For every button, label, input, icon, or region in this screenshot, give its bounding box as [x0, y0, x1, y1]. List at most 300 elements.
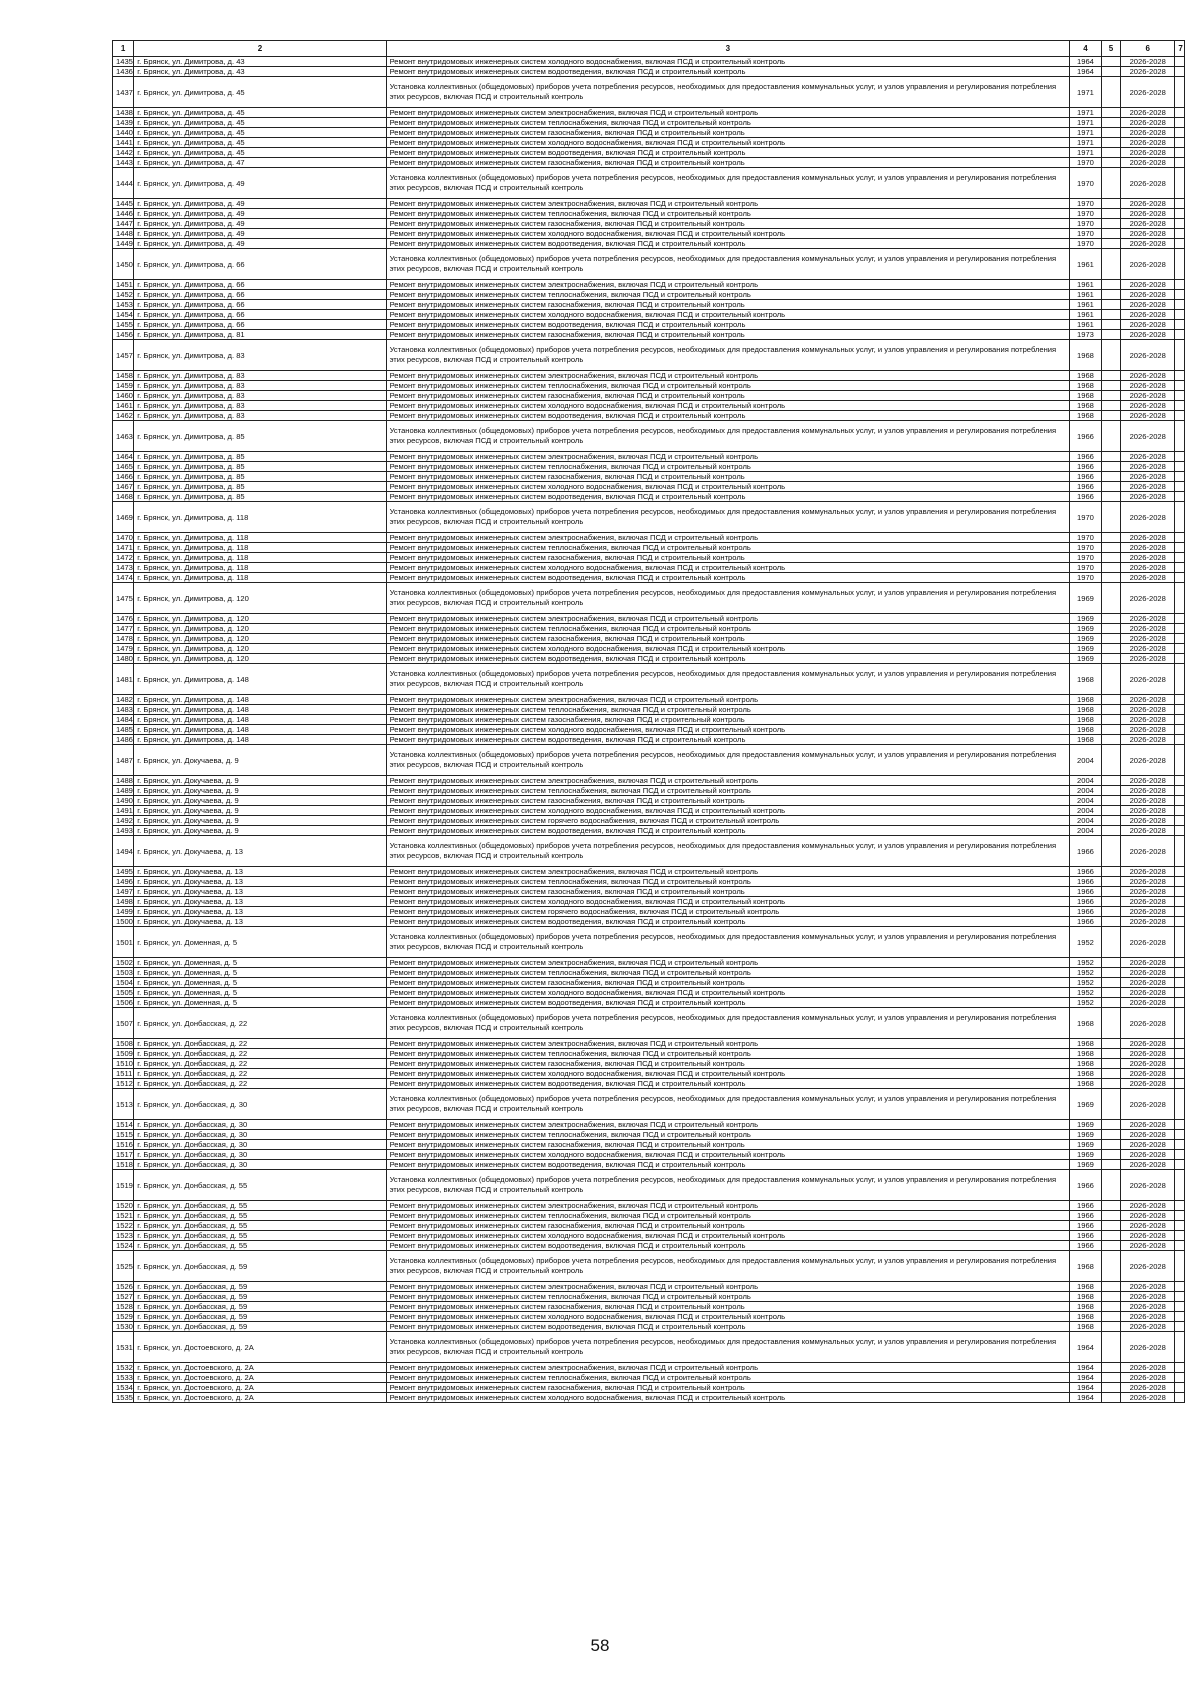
row-work: Ремонт внутридомовых инженерных систем холодного водоснабжения, включая ПСД и строительный контроль: [386, 563, 1069, 573]
row-col7: [1175, 199, 1185, 209]
row-work: Ремонт внутридомовых инженерных систем водоотведения, включая ПСД и строительный контроль: [386, 826, 1069, 836]
row-year: 1970: [1070, 533, 1102, 543]
row-work: Ремонт внутридомовых инженерных систем теплоснабжения, включая ПСД и строительный контроль: [386, 705, 1069, 715]
row-period: 2026-2028: [1121, 118, 1175, 128]
row-col5: [1101, 927, 1120, 958]
row-col7: [1175, 634, 1185, 644]
row-work: Ремонт внутридомовых инженерных систем водоотведения, включая ПСД и строительный контроль: [386, 917, 1069, 927]
row-col5: [1101, 1282, 1120, 1292]
row-address: г. Брянск, ул. Димитрова, д. 118: [134, 533, 386, 543]
row-col7: [1175, 1160, 1185, 1170]
row-number: 1486: [113, 735, 134, 745]
row-work: Ремонт внутридомовых инженерных систем теплоснабжения, включая ПСД и строительный контроль: [386, 1373, 1069, 1383]
row-year: 2004: [1070, 826, 1102, 836]
row-year: 1968: [1070, 1008, 1102, 1039]
row-col5: [1101, 776, 1120, 786]
table-row: [113, 1312, 1185, 1322]
row-number: 1446: [113, 209, 134, 219]
row-number: 1469: [113, 502, 134, 533]
row-work: Ремонт внутридомовых инженерных систем горячего водоснабжения, включая ПСД и строительный контроль: [386, 816, 1069, 826]
row-work: Ремонт внутридомовых инженерных систем теплоснабжения, включая ПСД и строительный контроль: [386, 624, 1069, 634]
row-col5: [1101, 877, 1120, 887]
row-col5: [1101, 533, 1120, 543]
row-year: 1966: [1070, 1231, 1102, 1241]
table-row: [113, 1049, 1185, 1059]
row-period: 2026-2028: [1121, 968, 1175, 978]
row-col7: [1175, 340, 1185, 371]
header-col-4: 4: [1070, 41, 1102, 57]
row-number: 1479: [113, 644, 134, 654]
row-period: 2026-2028: [1121, 199, 1175, 209]
row-period: 2026-2028: [1121, 452, 1175, 462]
row-period: 2026-2028: [1121, 796, 1175, 806]
row-work: Ремонт внутридомовых инженерных систем водоотведения, включая ПСД и строительный контроль: [386, 998, 1069, 1008]
table-row: [113, 786, 1185, 796]
row-number: 1533: [113, 1373, 134, 1383]
row-work: Ремонт внутридомовых инженерных систем электроснабжения, включая ПСД и строительный контроль: [386, 1282, 1069, 1292]
row-address: г. Брянск, ул. Донбасская, д. 55: [134, 1241, 386, 1251]
row-work: Ремонт внутридомовых инженерных систем водоотведения, включая ПСД и строительный контроль: [386, 492, 1069, 502]
row-address: г. Брянск, ул. Димитрова, д. 120: [134, 624, 386, 634]
row-col7: [1175, 573, 1185, 583]
row-col5: [1101, 502, 1120, 533]
row-col7: [1175, 1292, 1185, 1302]
row-col5: [1101, 816, 1120, 826]
row-year: 1968: [1070, 1312, 1102, 1322]
row-year: 1966: [1070, 897, 1102, 907]
row-address: г. Брянск, ул. Димитрова, д. 49: [134, 209, 386, 219]
row-number: 1515: [113, 1130, 134, 1140]
row-col5: [1101, 654, 1120, 664]
row-number: 1514: [113, 1120, 134, 1130]
row-col7: [1175, 644, 1185, 654]
row-number: 1530: [113, 1322, 134, 1332]
row-work: Ремонт внутридомовых инженерных систем водоотведения, включая ПСД и строительный контроль: [386, 1160, 1069, 1170]
row-number: 1502: [113, 958, 134, 968]
row-address: г. Брянск, ул. Донбасская, д. 59: [134, 1322, 386, 1332]
row-number: 1500: [113, 917, 134, 927]
row-col7: [1175, 725, 1185, 735]
table-row: [113, 583, 1185, 614]
row-col7: [1175, 290, 1185, 300]
row-year: 1970: [1070, 158, 1102, 168]
table-row: [113, 371, 1185, 381]
row-address: г. Брянск, ул. Димитрова, д. 120: [134, 583, 386, 614]
row-col5: [1101, 300, 1120, 310]
row-number: 1471: [113, 543, 134, 553]
row-number: 1532: [113, 1363, 134, 1373]
row-year: 1952: [1070, 927, 1102, 958]
row-number: 1525: [113, 1251, 134, 1282]
row-period: 2026-2028: [1121, 533, 1175, 543]
row-work: Ремонт внутридомовых инженерных систем холодного водоснабжения, включая ПСД и строительный контроль: [386, 725, 1069, 735]
row-address: г. Брянск, ул. Докучаева, д. 13: [134, 917, 386, 927]
table-row: [113, 1363, 1185, 1373]
row-number: 1512: [113, 1079, 134, 1089]
table-row: [113, 533, 1185, 543]
row-col7: [1175, 654, 1185, 664]
row-address: г. Брянск, ул. Димитрова, д. 43: [134, 57, 386, 67]
row-address: г. Брянск, ул. Димитрова, д. 47: [134, 158, 386, 168]
row-address: г. Брянск, ул. Димитрова, д. 148: [134, 695, 386, 705]
row-number: 1520: [113, 1201, 134, 1211]
row-work: Ремонт внутридомовых инженерных систем холодного водоснабжения, включая ПСД и строительный контроль: [386, 1393, 1069, 1403]
row-col7: [1175, 806, 1185, 816]
row-number: 1474: [113, 573, 134, 583]
row-work: Ремонт внутридомовых инженерных систем газоснабжения, включая ПСД и строительный контроль: [386, 330, 1069, 340]
table-row: [113, 138, 1185, 148]
row-period: 2026-2028: [1121, 664, 1175, 695]
row-year: 1966: [1070, 472, 1102, 482]
row-address: г. Брянск, ул. Докучаева, д. 9: [134, 776, 386, 786]
row-number: 1526: [113, 1282, 134, 1292]
row-work: Ремонт внутридомовых инженерных систем теплоснабжения, включая ПСД и строительный контроль: [386, 1211, 1069, 1221]
row-period: 2026-2028: [1121, 1059, 1175, 1069]
row-col7: [1175, 67, 1185, 77]
row-period: 2026-2028: [1121, 482, 1175, 492]
row-col7: [1175, 1079, 1185, 1089]
row-year: 1969: [1070, 1089, 1102, 1120]
row-work: Ремонт внутридомовых инженерных систем теплоснабжения, включая ПСД и строительный контроль: [386, 381, 1069, 391]
row-col5: [1101, 1120, 1120, 1130]
row-col7: [1175, 108, 1185, 118]
row-year: 1969: [1070, 1130, 1102, 1140]
row-year: 1964: [1070, 67, 1102, 77]
row-number: 1457: [113, 340, 134, 371]
table-row: [113, 219, 1185, 229]
row-col7: [1175, 897, 1185, 907]
row-address: г. Брянск, ул. Докучаева, д. 13: [134, 887, 386, 897]
row-period: 2026-2028: [1121, 1049, 1175, 1059]
row-address: г. Брянск, ул. Донбасская, д. 59: [134, 1302, 386, 1312]
row-period: 2026-2028: [1121, 381, 1175, 391]
row-col5: [1101, 452, 1120, 462]
table-row: [113, 725, 1185, 735]
table-row: [113, 897, 1185, 907]
row-col7: [1175, 300, 1185, 310]
row-address: г. Брянск, ул. Докучаева, д. 9: [134, 796, 386, 806]
row-period: 2026-2028: [1121, 1332, 1175, 1363]
row-period: 2026-2028: [1121, 138, 1175, 148]
row-year: 1966: [1070, 492, 1102, 502]
row-number: 1496: [113, 877, 134, 887]
row-col7: [1175, 1231, 1185, 1241]
row-period: 2026-2028: [1121, 1231, 1175, 1241]
row-work: Ремонт внутридомовых инженерных систем водоотведения, включая ПСД и строительный контроль: [386, 735, 1069, 745]
table-row: [113, 199, 1185, 209]
row-year: 1970: [1070, 543, 1102, 553]
row-year: 1966: [1070, 482, 1102, 492]
row-col5: [1101, 826, 1120, 836]
table-row: [113, 1231, 1185, 1241]
row-col7: [1175, 229, 1185, 239]
row-work: Ремонт внутридомовых инженерных систем холодного водоснабжения, включая ПСД и строительный контроль: [386, 310, 1069, 320]
row-year: 1966: [1070, 877, 1102, 887]
row-period: 2026-2028: [1121, 462, 1175, 472]
table-row: [113, 826, 1185, 836]
row-number: 1447: [113, 219, 134, 229]
row-col7: [1175, 1140, 1185, 1150]
row-address: г. Брянск, ул. Докучаева, д. 9: [134, 826, 386, 836]
row-work: Ремонт внутридомовых инженерных систем электроснабжения, включая ПСД и строительный контроль: [386, 1363, 1069, 1373]
row-number: 1522: [113, 1221, 134, 1231]
table-row: [113, 927, 1185, 958]
row-col5: [1101, 401, 1120, 411]
row-col7: [1175, 816, 1185, 826]
row-work: Установка коллективных (общедомовых) приборов учета потребления ресурсов, необходимых для предоставления коммунальных услуг, и узлов управления и регулирования потребления этих ресурсов, включая ПСД и строительный контроль: [386, 502, 1069, 533]
row-col5: [1101, 1312, 1120, 1322]
row-work: Ремонт внутридомовых инженерных систем электроснабжения, включая ПСД и строительный контроль: [386, 533, 1069, 543]
row-period: 2026-2028: [1121, 563, 1175, 573]
row-col5: [1101, 108, 1120, 118]
row-col7: [1175, 1211, 1185, 1221]
table-row: [113, 1140, 1185, 1150]
row-address: г. Брянск, ул. Димитрова, д. 120: [134, 654, 386, 664]
row-col5: [1101, 148, 1120, 158]
row-address: г. Брянск, ул. Димитрова, д. 45: [134, 138, 386, 148]
row-address: г. Брянск, ул. Димитрова, д. 43: [134, 67, 386, 77]
row-year: 1966: [1070, 1170, 1102, 1201]
row-work: Ремонт внутридомовых инженерных систем холодного водоснабжения, включая ПСД и строительный контроль: [386, 1150, 1069, 1160]
table-row: [113, 168, 1185, 199]
row-period: 2026-2028: [1121, 1160, 1175, 1170]
row-number: 1438: [113, 108, 134, 118]
row-col5: [1101, 462, 1120, 472]
row-year: 1969: [1070, 644, 1102, 654]
row-work: Ремонт внутридомовых инженерных систем водоотведения, включая ПСД и строительный контроль: [386, 1241, 1069, 1251]
header-col-6: 6: [1121, 41, 1175, 57]
row-period: 2026-2028: [1121, 1302, 1175, 1312]
row-col7: [1175, 1363, 1185, 1373]
row-col5: [1101, 1251, 1120, 1282]
row-col5: [1101, 229, 1120, 239]
row-address: г. Брянск, ул. Доменная, д. 5: [134, 998, 386, 1008]
row-address: г. Брянск, ул. Доменная, д. 5: [134, 978, 386, 988]
row-col7: [1175, 118, 1185, 128]
table-row: [113, 867, 1185, 877]
row-year: 1952: [1070, 998, 1102, 1008]
row-number: 1454: [113, 310, 134, 320]
row-period: 2026-2028: [1121, 128, 1175, 138]
row-number: 1440: [113, 128, 134, 138]
row-year: 1968: [1070, 1292, 1102, 1302]
row-period: 2026-2028: [1121, 1079, 1175, 1089]
row-period: 2026-2028: [1121, 1322, 1175, 1332]
row-work: Ремонт внутридомовых инженерных систем газоснабжения, включая ПСД и строительный контроль: [386, 1383, 1069, 1393]
row-work: Установка коллективных (общедомовых) приборов учета потребления ресурсов, необходимых для предоставления коммунальных услуг, и узлов управления и регулирования потребления этих ресурсов, включая ПСД и строительный контроль: [386, 1170, 1069, 1201]
row-work: Ремонт внутридомовых инженерных систем теплоснабжения, включая ПСД и строительный контроль: [386, 462, 1069, 472]
row-col7: [1175, 583, 1185, 614]
row-period: 2026-2028: [1121, 705, 1175, 715]
row-col7: [1175, 462, 1185, 472]
row-col5: [1101, 573, 1120, 583]
header-col-2: 2: [134, 41, 386, 57]
row-col7: [1175, 1008, 1185, 1039]
row-year: 1973: [1070, 330, 1102, 340]
row-work: Ремонт внутридомовых инженерных систем газоснабжения, включая ПСД и строительный контроль: [386, 219, 1069, 229]
row-period: 2026-2028: [1121, 644, 1175, 654]
table-row: [113, 239, 1185, 249]
row-work: Ремонт внутридомовых инженерных систем теплоснабжения, включая ПСД и строительный контроль: [386, 968, 1069, 978]
row-work: Ремонт внутридомовых инженерных систем холодного водоснабжения, включая ПСД и строительный контроль: [386, 482, 1069, 492]
row-col7: [1175, 401, 1185, 411]
table-row: [113, 411, 1185, 421]
row-period: 2026-2028: [1121, 1393, 1175, 1403]
table-row: [113, 229, 1185, 239]
row-period: 2026-2028: [1121, 695, 1175, 705]
row-year: 1968: [1070, 1069, 1102, 1079]
table-row: [113, 988, 1185, 998]
table-row: [113, 340, 1185, 371]
row-work: Ремонт внутридомовых инженерных систем газоснабжения, включая ПСД и строительный контроль: [386, 1140, 1069, 1150]
row-number: 1495: [113, 867, 134, 877]
row-period: 2026-2028: [1121, 1201, 1175, 1211]
row-address: г. Брянск, ул. Димитрова, д. 85: [134, 421, 386, 452]
row-address: г. Брянск, ул. Димитрова, д. 85: [134, 462, 386, 472]
row-address: г. Брянск, ул. Донбасская, д. 22: [134, 1039, 386, 1049]
table-row: [113, 1282, 1185, 1292]
table-row: [113, 1332, 1185, 1363]
row-period: 2026-2028: [1121, 391, 1175, 401]
row-col5: [1101, 1160, 1120, 1170]
row-address: г. Брянск, ул. Димитрова, д. 49: [134, 219, 386, 229]
row-year: 1968: [1070, 1039, 1102, 1049]
row-year: 1971: [1070, 148, 1102, 158]
row-period: 2026-2028: [1121, 1089, 1175, 1120]
row-col7: [1175, 1059, 1185, 1069]
row-work: Ремонт внутридомовых инженерных систем газоснабжения, включая ПСД и строительный контроль: [386, 1221, 1069, 1231]
row-year: 1961: [1070, 300, 1102, 310]
row-address: г. Брянск, ул. Докучаева, д. 9: [134, 786, 386, 796]
row-address: г. Брянск, ул. Димитрова, д. 83: [134, 401, 386, 411]
row-year: 1971: [1070, 108, 1102, 118]
row-col5: [1101, 1150, 1120, 1160]
row-col7: [1175, 998, 1185, 1008]
table-row: [113, 118, 1185, 128]
row-number: 1456: [113, 330, 134, 340]
row-col5: [1101, 411, 1120, 421]
row-period: 2026-2028: [1121, 735, 1175, 745]
row-col7: [1175, 1373, 1185, 1383]
row-address: г. Брянск, ул. Донбасская, д. 55: [134, 1221, 386, 1231]
row-col5: [1101, 705, 1120, 715]
row-year: 1969: [1070, 1150, 1102, 1160]
row-col5: [1101, 1089, 1120, 1120]
row-work: Ремонт внутридомовых инженерных систем электроснабжения, включая ПСД и строительный контроль: [386, 1039, 1069, 1049]
row-address: г. Брянск, ул. Донбасская, д. 59: [134, 1251, 386, 1282]
row-period: 2026-2028: [1121, 745, 1175, 776]
table-row: [113, 735, 1185, 745]
row-work: Ремонт внутридомовых инженерных систем холодного водоснабжения, включая ПСД и строительный контроль: [386, 806, 1069, 816]
row-col5: [1101, 472, 1120, 482]
row-year: 1971: [1070, 138, 1102, 148]
row-col7: [1175, 482, 1185, 492]
table-row: [113, 108, 1185, 118]
row-col7: [1175, 1332, 1185, 1363]
row-period: 2026-2028: [1121, 330, 1175, 340]
row-work: Установка коллективных (общедомовых) приборов учета потребления ресурсов, необходимых для предоставления коммунальных услуг, и узлов управления и регулирования потребления этих ресурсов, включая ПСД и строительный контроль: [386, 249, 1069, 280]
row-number: 1436: [113, 67, 134, 77]
row-work: Ремонт внутридомовых инженерных систем электроснабжения, включая ПСД и строительный контроль: [386, 199, 1069, 209]
row-number: 1439: [113, 118, 134, 128]
row-number: 1492: [113, 816, 134, 826]
row-col7: [1175, 209, 1185, 219]
row-address: г. Брянск, ул. Димитрова, д. 83: [134, 381, 386, 391]
row-number: 1451: [113, 280, 134, 290]
row-col5: [1101, 1373, 1120, 1383]
table-row: [113, 1383, 1185, 1393]
row-address: г. Брянск, ул. Докучаева, д. 13: [134, 907, 386, 917]
row-address: г. Брянск, ул. Димитрова, д. 49: [134, 199, 386, 209]
row-number: 1461: [113, 401, 134, 411]
page-number: 58: [590, 1636, 610, 1655]
row-period: 2026-2028: [1121, 492, 1175, 502]
row-number: 1493: [113, 826, 134, 836]
row-period: 2026-2028: [1121, 1170, 1175, 1201]
row-address: г. Брянск, ул. Димитрова, д. 66: [134, 290, 386, 300]
row-work: Ремонт внутридомовых инженерных систем водоотведения, включая ПСД и строительный контроль: [386, 573, 1069, 583]
row-year: 1970: [1070, 563, 1102, 573]
row-col7: [1175, 1251, 1185, 1282]
row-number: 1509: [113, 1049, 134, 1059]
row-number: 1459: [113, 381, 134, 391]
row-col7: [1175, 1393, 1185, 1403]
row-year: 1968: [1070, 1302, 1102, 1312]
row-address: г. Брянск, ул. Донбасская, д. 55: [134, 1170, 386, 1201]
row-year: 1966: [1070, 1221, 1102, 1231]
row-period: 2026-2028: [1121, 77, 1175, 108]
row-period: 2026-2028: [1121, 826, 1175, 836]
row-period: 2026-2028: [1121, 897, 1175, 907]
table-row: [113, 745, 1185, 776]
row-col7: [1175, 614, 1185, 624]
row-year: 1971: [1070, 128, 1102, 138]
row-number: 1490: [113, 796, 134, 806]
row-address: г. Брянск, ул. Димитрова, д. 85: [134, 472, 386, 482]
row-work: Ремонт внутридомовых инженерных систем горячего водоснабжения, включая ПСД и строительный контроль: [386, 907, 1069, 917]
row-col5: [1101, 1393, 1120, 1403]
table-row: [113, 1150, 1185, 1160]
row-address: г. Брянск, ул. Донбасская, д. 55: [134, 1231, 386, 1241]
row-work: Установка коллективных (общедомовых) приборов учета потребления ресурсов, необходимых для предоставления коммунальных услуг, и узлов управления и регулирования потребления этих ресурсов, включая ПСД и строительный контроль: [386, 1332, 1069, 1363]
row-year: 1970: [1070, 239, 1102, 249]
row-year: 1964: [1070, 1393, 1102, 1403]
row-year: 1971: [1070, 77, 1102, 108]
row-period: 2026-2028: [1121, 300, 1175, 310]
table-row: [113, 907, 1185, 917]
table-row: [113, 148, 1185, 158]
table-row: [113, 1292, 1185, 1302]
row-number: 1475: [113, 583, 134, 614]
row-col5: [1101, 199, 1120, 209]
row-address: г. Брянск, ул. Донбасская, д. 22: [134, 1069, 386, 1079]
table-row: [113, 543, 1185, 553]
row-number: 1437: [113, 77, 134, 108]
row-col7: [1175, 421, 1185, 452]
row-period: 2026-2028: [1121, 1008, 1175, 1039]
row-address: г. Брянск, ул. Димитрова, д. 83: [134, 411, 386, 421]
row-period: 2026-2028: [1121, 1150, 1175, 1160]
row-number: 1445: [113, 199, 134, 209]
row-address: г. Брянск, ул. Димитрова, д. 120: [134, 644, 386, 654]
row-period: 2026-2028: [1121, 401, 1175, 411]
table-row: [113, 391, 1185, 401]
row-col5: [1101, 330, 1120, 340]
table-row: [113, 695, 1185, 705]
row-period: 2026-2028: [1121, 715, 1175, 725]
row-year: 1968: [1070, 715, 1102, 725]
row-number: 1506: [113, 998, 134, 1008]
